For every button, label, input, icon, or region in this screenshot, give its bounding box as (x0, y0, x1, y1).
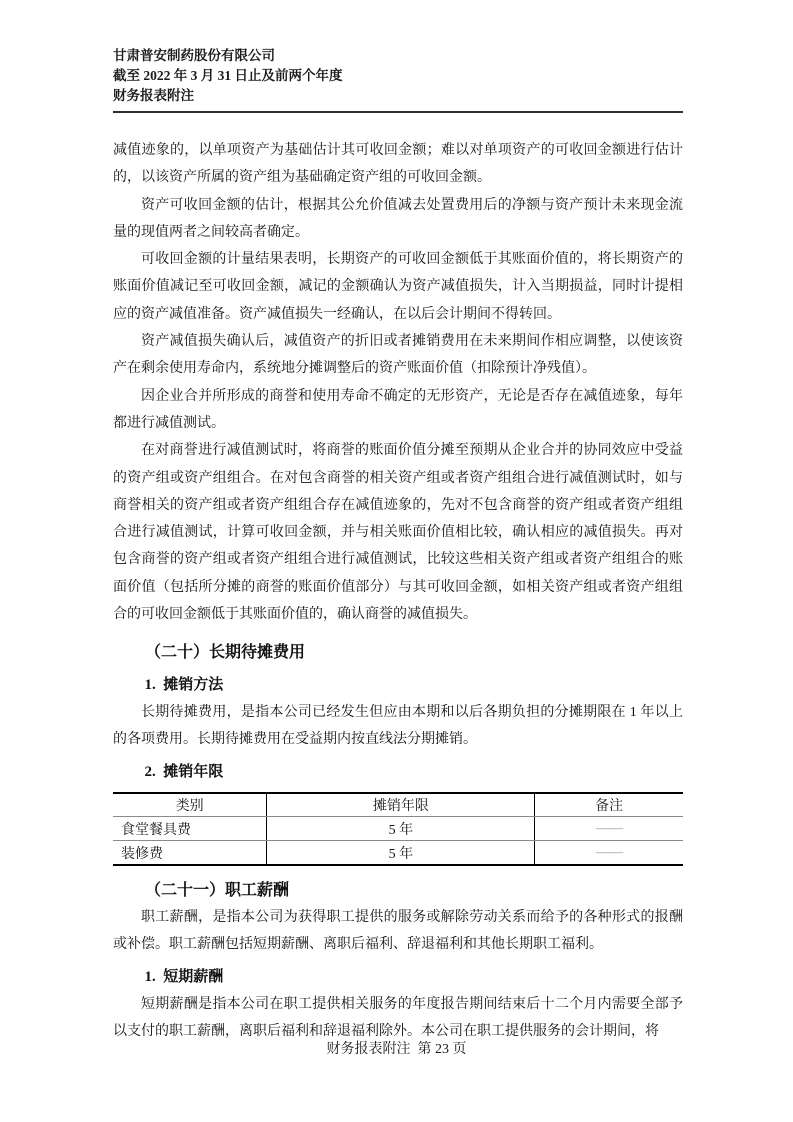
table-row (113, 817, 683, 841)
column-header-amortization-period: 摊销年限 (267, 793, 535, 817)
body-paragraph: 减值迹象的，以单项资产为基础估计其可收回金额；难以对单项资产的可收回金额进行估计的，以该资产所属的资产组为基础确定资产组的可收回金额。 (113, 143, 683, 186)
column-header-category: 类别 (113, 793, 267, 817)
table-cell-period: 5 年 (267, 841, 535, 865)
subheading-amortization-method: 1. 摊销方法 (144, 676, 224, 693)
amortization-table (113, 792, 683, 866)
body-paragraph: 职工薪酬，是指本公司为获得职工提供的服务或解除劳动关系而给予的各种形式的报酬或补偿。职工薪酬包括短期薪酬、离职后福利、辞退福利和其他长期职工福利。 (113, 910, 683, 953)
table-cell-period: 5 年 (267, 817, 535, 841)
table-cell-remark: —— (535, 841, 683, 865)
body-paragraph: 可收回金额的计量结果表明，长期资产的可收回金额低于其账面价值的，将长期资产的账面价值减记至可收回金额，减记的金额确认为资产减值损失，计入当期损益，同时计提相应的资产减值准备。资产减值损失一经确认，在以后会计期间不得转回。 (113, 252, 683, 322)
header-divider (113, 111, 683, 113)
table-header-row (113, 793, 683, 817)
company-name: 甘肃普安制药股份有限公司 (113, 48, 275, 63)
body-paragraph: 在对商誉进行减值测试时，将商誉的账面价值分摊至预期从企业合并的协同效应中受益的资产组或资产组组合。在对包含商誉的相关资产组或者资产组组合进行减值测试时，如与商誉相关的资产组或者资产组组合存在减值迹象的，先对不包含商誉的资产组或者资产组组合进行减值测试，计算可收回金额，并与相关账面价值相比较，确认相应的减值损失。再对包含商誉的资产组或者资产组组合进行减值测试，比较这些相关资产组或者资产组组合的账面价值（包括所分摊的商誉的账面价值部分）与其可收回金额，如相关资产组或者资产组组合的可收回金额低于其账面价值的，确认商誉的减值损失。 (113, 443, 683, 623)
table-cell-category: 装修费 (121, 846, 163, 862)
section-heading-long-term-deferred-expenses: （二十）长期待摊费用 (145, 644, 306, 662)
document-title: 财务报表附注 (113, 88, 194, 103)
page-content (113, 46, 683, 1046)
table-row (113, 841, 683, 865)
body-paragraph: 资产可收回金额的估计，根据其公允价值减去处置费用后的净额与资产预计未来现金流量的现值两者之间较高者确定。 (113, 197, 683, 240)
subheading-amortization-period: 2. 摊销年限 (144, 763, 224, 780)
body-paragraph: 短期薪酬是指本公司在职工提供相关服务的年度报告期间结束后十二个月内需要全部予以支付的职工薪酬，离职后福利和辞退福利除外。本公司在职工提供服务的会计期间，将 (113, 997, 683, 1040)
reporting-period: 截至 2022 年 3 月 31 日止及前两个年度 (113, 68, 343, 83)
section-heading-employee-compensation: （二十一）职工薪酬 (145, 881, 290, 899)
page-footer: 财务报表附注 第 23 页 (326, 1042, 467, 1057)
document-header (113, 46, 683, 113)
table-cell-remark: —— (535, 817, 683, 841)
subheading-short-term-compensation: 1. 短期薪酬 (144, 968, 224, 985)
column-header-remark: 备注 (535, 793, 683, 817)
table-cell-category: 食堂餐具费 (113, 817, 267, 841)
body-paragraph: 资产减值损失确认后，减值资产的折旧或者摊销费用在未来期间作相应调整，以使该资产在剩余使用寿命内，系统地分摊调整后的资产账面价值（扣除预计净残值）。 (113, 334, 683, 377)
body-paragraph: 因企业合并所形成的商誉和使用寿命不确定的无形资产，无论是否存在减值迹象，每年都进行减值测试。 (113, 388, 683, 431)
body-paragraph: 长期待摊费用，是指本公司已经发生但应由本期和以后各期负担的分摊期限在 1 年以上的各项费用。长期待摊费用在受益期内按直线法分期摊销。 (113, 704, 683, 748)
